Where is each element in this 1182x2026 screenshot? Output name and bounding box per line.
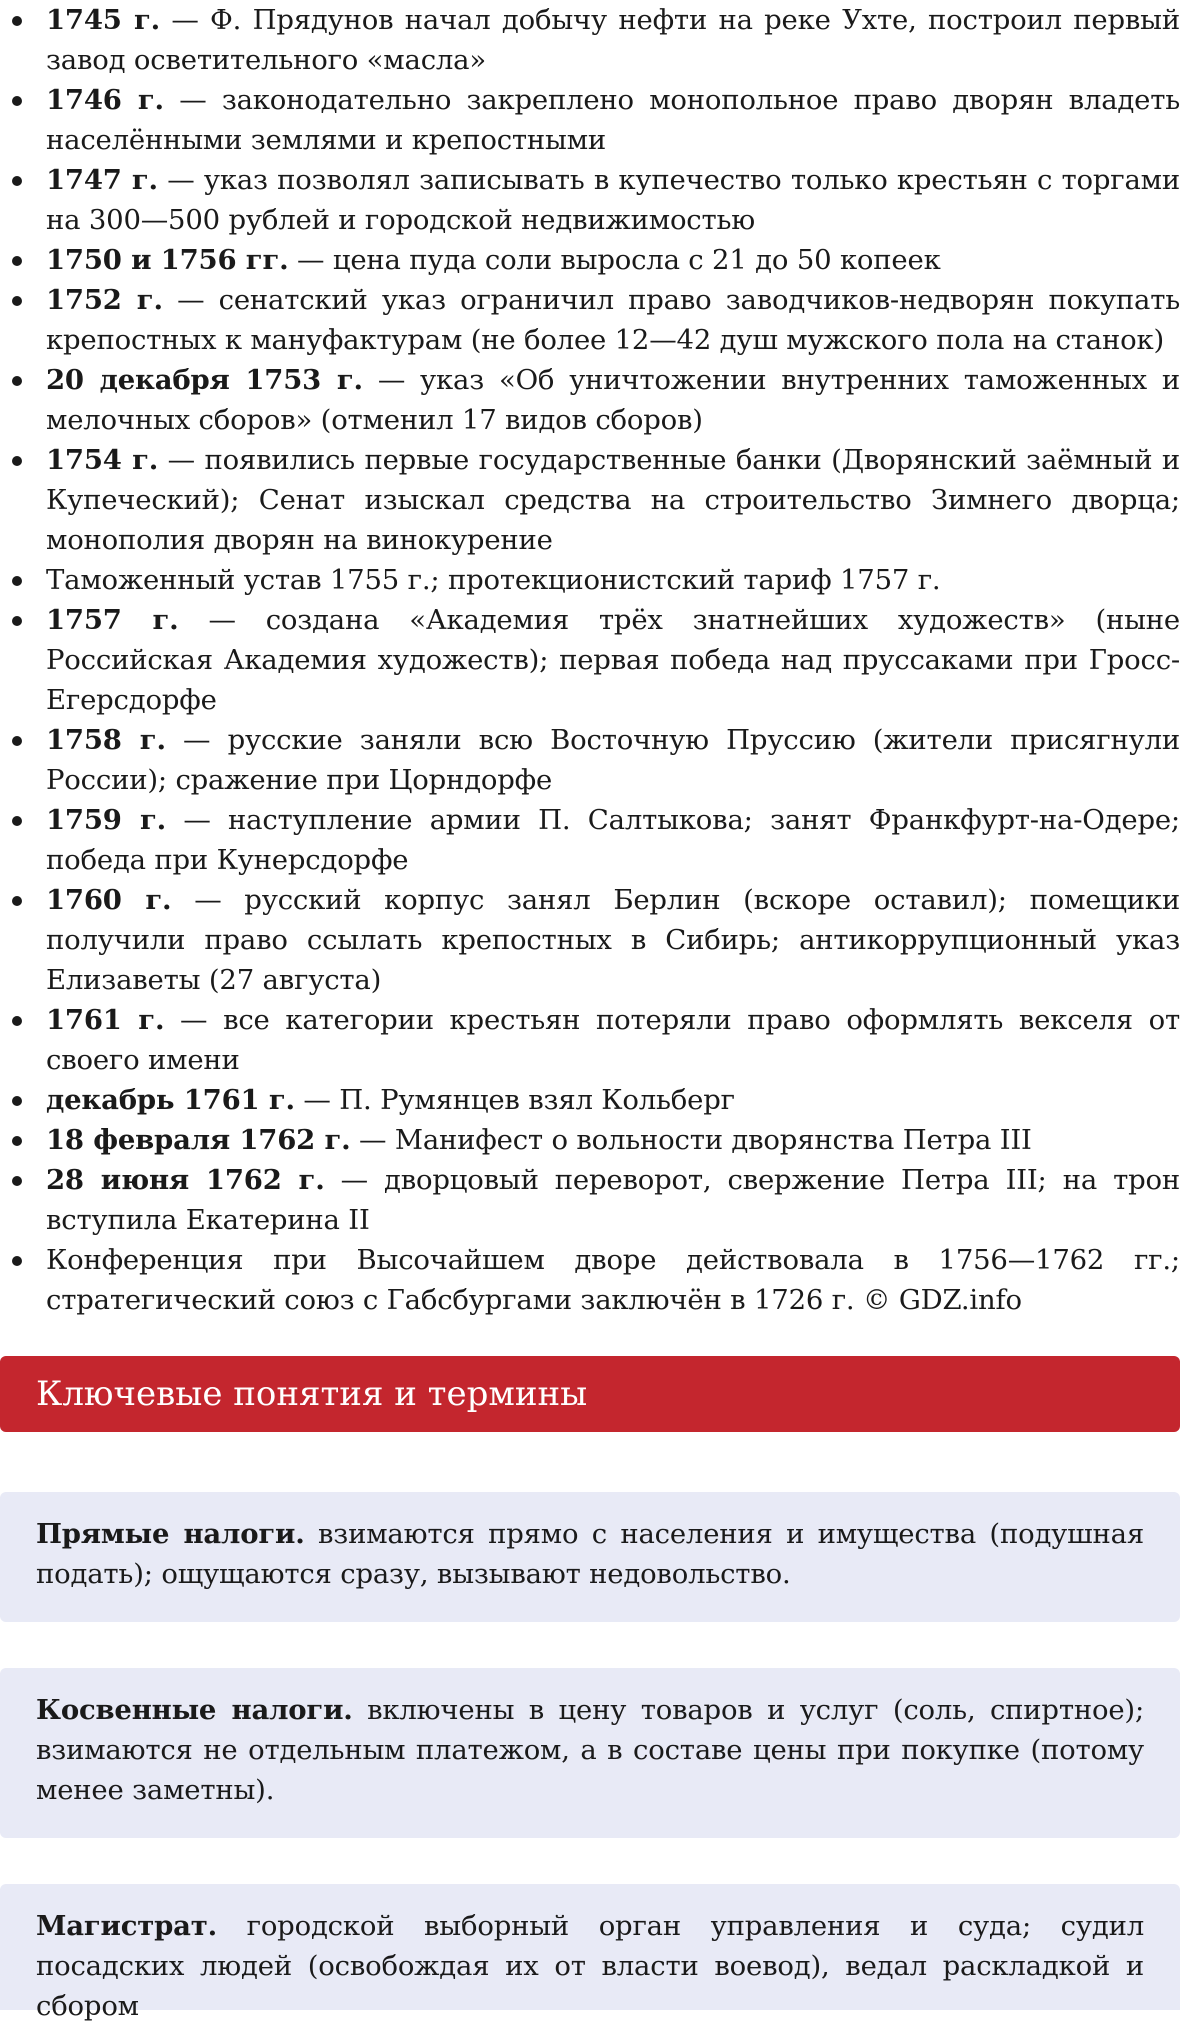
timeline-item bbox=[46, 360, 1180, 440]
timeline-text: — наступление армии П. Салтыкова; занят Франкфурт-на-Одере; победа при Кунерсдорфе bbox=[46, 804, 1180, 876]
timeline-text: — сенатский указ ограничил право заводчиков-недворян покупать крепостных к мануфактурам (не более 12—42 душ мужского пола на станок) bbox=[46, 284, 1181, 356]
timeline-date: 1758 г. bbox=[46, 724, 166, 756]
term-name: Косвенные налоги. bbox=[36, 1694, 353, 1726]
timeline-item bbox=[46, 720, 1180, 800]
timeline-text: — все категории крестьян потеряли право оформлять векселя от своего имени bbox=[46, 1004, 1181, 1076]
timeline-item bbox=[46, 80, 1180, 160]
timeline-item bbox=[46, 0, 1180, 80]
timeline-date: 1759 г. bbox=[46, 804, 166, 836]
timeline-item bbox=[46, 1080, 1180, 1120]
timeline-date: 1752 г. bbox=[46, 284, 163, 316]
timeline-item bbox=[46, 880, 1180, 1000]
term-card bbox=[0, 1492, 1180, 1622]
timeline-date: 1747 г. bbox=[46, 164, 158, 196]
timeline-item bbox=[46, 560, 1180, 600]
timeline-text: Конференция при Высочайшем дворе действовала в 1756—1762 гг.; стратегический союз с Габсбургами заключён в 1726 г. © GDZ.info bbox=[46, 1244, 1180, 1316]
timeline-item bbox=[46, 280, 1180, 360]
timeline-item bbox=[46, 800, 1180, 880]
term-definition: взимаются прямо с населения и имущества (подушная подать); ощущаются сразу, вызывают недовольство. bbox=[36, 1518, 1144, 1590]
timeline-item bbox=[46, 240, 1180, 280]
timeline-date: декабрь 1761 г. bbox=[46, 1084, 295, 1116]
timeline-text: — русские заняли всю Восточную Пруссию (жители присягнули России); сражение при Цорндорфе bbox=[46, 724, 1180, 796]
term-name: Прямые налоги. bbox=[36, 1518, 305, 1550]
timeline-item bbox=[46, 1160, 1180, 1240]
timeline-text: — П. Румянцев взял Кольберг bbox=[294, 1084, 735, 1116]
timeline-date: 28 июня 1762 г. bbox=[46, 1164, 325, 1196]
timeline-text: — дворцовый переворот, свержение Петра III; на трон вступила Екатерина II bbox=[46, 1164, 1180, 1236]
timeline-date: 1750 и 1756 гг. bbox=[46, 244, 289, 276]
timeline-text: Таможенный устав 1755 г.; протекционистский тариф 1757 г. bbox=[46, 564, 941, 596]
timeline-text: — Ф. Прядунов начал добычу нефти на реке Ухте, построил первый завод осветительного «масла» bbox=[46, 4, 1180, 76]
term-card bbox=[0, 1884, 1180, 2022]
timeline-text: — появились первые государственные банки (Дворянский заёмный и Купеческий); Сенат изыскал средства на строительство Зимнего дворца; монополия дворян на винокурение bbox=[46, 444, 1181, 556]
term-name: Магистрат. bbox=[36, 1910, 217, 1942]
timeline-text: — цена пуда соли выросла с 21 до 50 копеек bbox=[288, 244, 941, 276]
timeline-text: — создана «Академия трёх знатнейших художеств» (ныне Российская Академия художеств); первая победа над пруссаками при Гросс-Егерсдорфе bbox=[46, 604, 1181, 716]
timeline-item bbox=[46, 600, 1180, 720]
timeline-item bbox=[46, 1120, 1180, 1160]
section-title: Ключевые понятия и термины bbox=[36, 1374, 588, 1414]
timeline-date: 1754 г. bbox=[46, 444, 159, 476]
timeline-text: — русский корпус занял Берлин (вскоре оставил); помещики получили право ссылать крепостных в Сибирь; антикоррупционный указ Елизаветы (27 августа) bbox=[46, 884, 1180, 996]
timeline-item bbox=[46, 160, 1180, 240]
timeline-date: 20 декабря 1753 г. bbox=[46, 364, 363, 396]
timeline-text: — указ «Об уничтожении внутренних таможенных и мелочных сборов» (отменил 17 видов сборов) bbox=[46, 364, 1181, 436]
timeline-date: 1746 г. bbox=[46, 84, 164, 116]
timeline-item bbox=[46, 1000, 1180, 1080]
timeline-item bbox=[46, 440, 1180, 560]
timeline-date: 1757 г. bbox=[46, 604, 179, 636]
timeline-date: 1745 г. bbox=[46, 4, 160, 36]
timeline-date: 18 февраля 1762 г. bbox=[46, 1124, 351, 1156]
term-definition: городской выборный орган управления и суда; судил посадских людей (освобождая их от власти воевод), ведал раскладкой и сбором bbox=[36, 1910, 1144, 2022]
term-definition: включены в цену товаров и услуг (соль, спиртное); взимаются не отдельным платежом, а в составе цены при покупке (потому менее заметны). bbox=[36, 1694, 1145, 1806]
timeline-date: 1760 г. bbox=[46, 884, 172, 916]
timeline-text: — указ позволял записывать в купечество только крестьян с торгами на 300—500 рублей и городской недвижимостью bbox=[46, 164, 1180, 236]
term-card bbox=[0, 1668, 1180, 1838]
timeline-text: — законодательно закреплено монопольное право дворян владеть населёнными землями и крепостными bbox=[46, 84, 1181, 156]
timeline-text: — Манифест о вольности дворянства Петра III bbox=[350, 1124, 1032, 1156]
timeline-item bbox=[46, 1240, 1180, 1320]
timeline-date: 1761 г. bbox=[46, 1004, 165, 1036]
section-header bbox=[0, 1356, 1180, 1432]
